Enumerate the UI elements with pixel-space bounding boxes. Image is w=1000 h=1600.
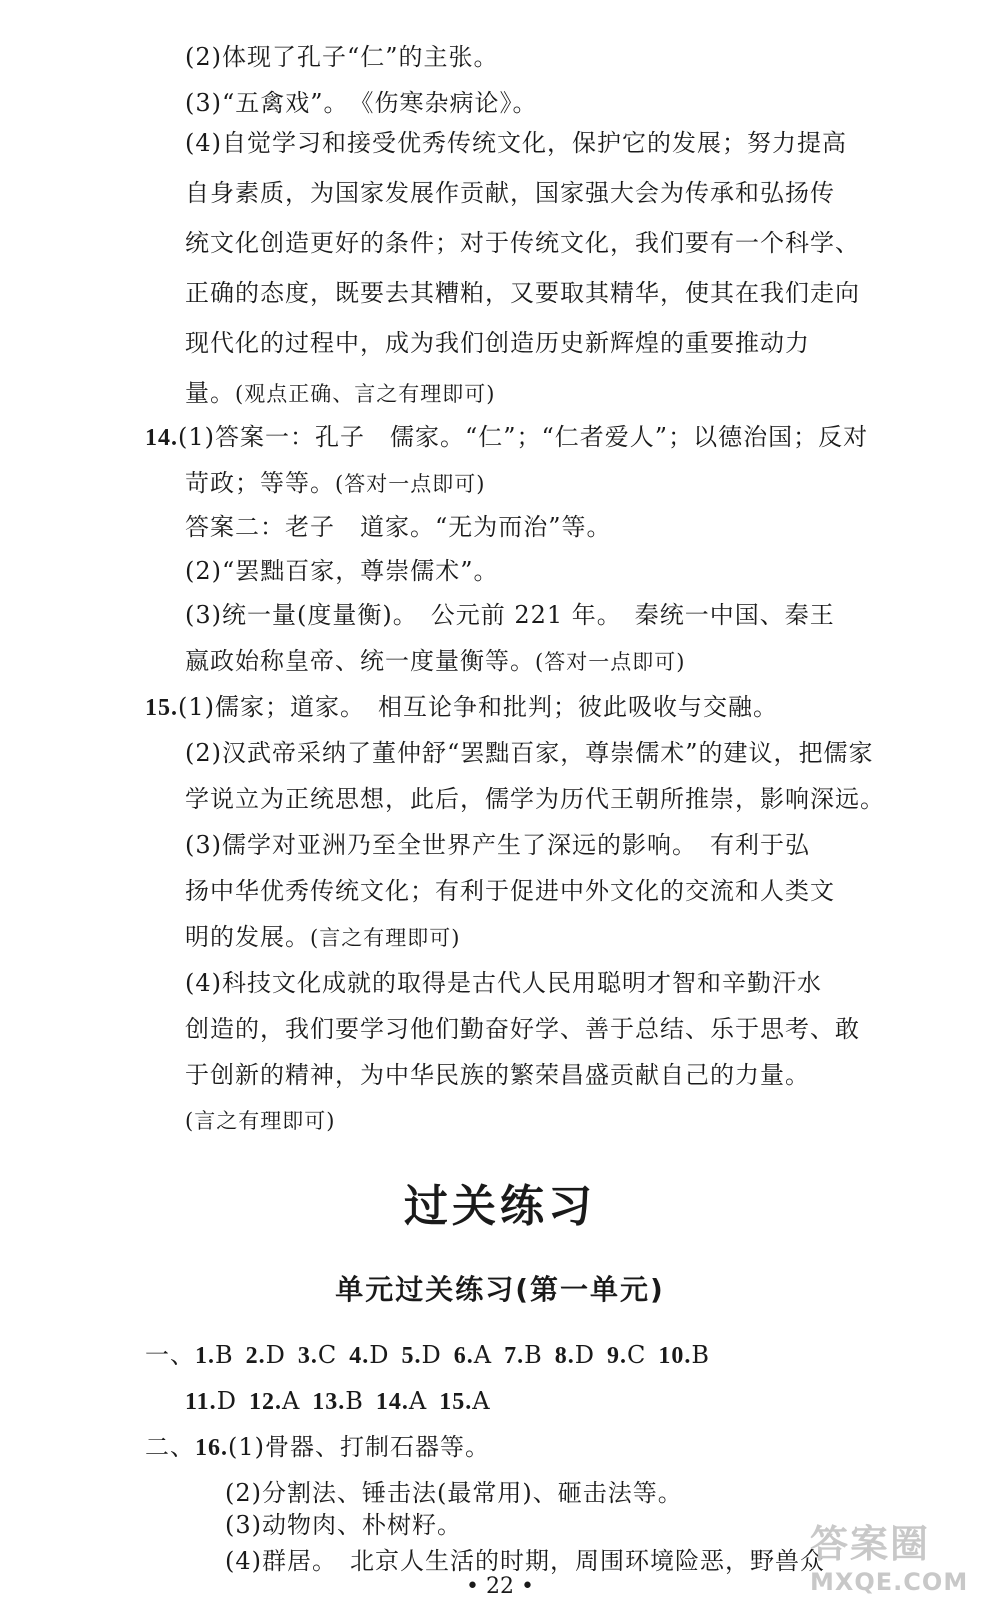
q15-line7: (4)科技文化成就的取得是古代人民用聪明才智和辛勤汗水 xyxy=(185,969,822,997)
part1-label: 一、 xyxy=(145,1341,195,1369)
mc-answer-number: 13. xyxy=(312,1389,346,1415)
mc-answer-number: 15. xyxy=(439,1389,473,1415)
watermark-bottom: MXQE.COM xyxy=(810,1568,969,1596)
part2-line4: (4)群居。 北京人生活的时期，周围环境险恶，野兽众 xyxy=(225,1547,825,1575)
q14-number: 14. xyxy=(145,425,178,451)
mc-answer-letter: D xyxy=(574,1341,595,1369)
q13-part4-line5: 现代化的过程中，成为我们创造历史新辉煌的重要推动力 xyxy=(185,329,810,357)
mc-answer-letter: A xyxy=(408,1387,428,1415)
q15-line6 xyxy=(185,922,820,953)
q15-line1-text: (1)儒家；道家。 相互论争和批判；彼此吸收与交融。 xyxy=(178,693,778,721)
mc-answer xyxy=(249,1386,300,1417)
q15-line1 xyxy=(145,692,820,723)
q14-line1-text: (1)答案一：孔子 儒家。“仁”；“仁者爱人”；以德治国；反对 xyxy=(178,423,869,451)
mc-answer-letter: D xyxy=(216,1387,237,1415)
mc-answer xyxy=(504,1340,543,1371)
part1-answers-row2 xyxy=(185,1387,503,1415)
q15-line4: (3)儒学对亚洲乃至全世界产生了深远的影响。 有利于弘 xyxy=(185,831,810,859)
q15-line8: 创造的，我们要学习他们勤奋好学、善于总结、乐于思考、敢 xyxy=(185,1015,860,1043)
q14-line1 xyxy=(145,422,869,453)
q14-line6-text: 嬴政始称皇帝、统一度量衡等。 xyxy=(185,647,535,675)
mc-answer xyxy=(439,1386,490,1417)
mc-answer xyxy=(658,1340,710,1371)
q13-part4-note: (观点正确、言之有理即可) xyxy=(235,382,496,406)
mc-answer-letter: D xyxy=(421,1341,442,1369)
q14-line3: 答案二：老子 道家。“无为而治”等。 xyxy=(185,513,612,541)
q14-line2-text: 苛政；等等。 xyxy=(185,469,335,497)
mc-answer xyxy=(402,1340,442,1371)
q15-line6-note: (言之有理即可) xyxy=(310,926,461,950)
part2-line3: (3)动物肉、朴树籽。 xyxy=(225,1511,462,1539)
q13-part4-line1: (4)自觉学习和接受优秀传统文化，保护它的发展；努力提高 xyxy=(185,129,847,157)
mc-answer-number: 9. xyxy=(607,1343,627,1369)
q14-line2 xyxy=(185,468,820,499)
part1-answers-row1 xyxy=(195,1341,722,1369)
watermark-logo xyxy=(810,1513,980,1596)
q13-part4-line6 xyxy=(185,378,820,409)
mc-answer-number: 4. xyxy=(349,1343,370,1369)
q13-part4-line6-text: 量。 xyxy=(185,379,235,407)
mc-answer xyxy=(298,1340,337,1371)
mc-answer xyxy=(185,1386,237,1417)
mc-answer xyxy=(555,1340,595,1371)
mc-answer-letter: B xyxy=(691,1341,711,1369)
mc-answer xyxy=(607,1340,646,1371)
mc-answer xyxy=(195,1340,234,1371)
mc-answer-number: 3. xyxy=(297,1343,318,1369)
watermark-top: 答案圈 xyxy=(810,1522,931,1566)
q15-line6-text: 明的发展。 xyxy=(185,923,310,951)
q14-line4: (2)“罢黜百家，尊崇儒术”。 xyxy=(185,557,499,585)
q13-part3: (3)“五禽戏”。 《伤寒杂病论》。 xyxy=(185,89,538,117)
mc-answer-letter: A xyxy=(281,1387,301,1415)
part2-line1 xyxy=(145,1432,820,1463)
part2-line2: (2)分割法、锤击法(最常用)、砸击法等。 xyxy=(225,1479,683,1507)
mc-answer-letter: D xyxy=(265,1341,286,1369)
part2-q16-number: 16. xyxy=(195,1435,228,1461)
mc-answer-number: 2. xyxy=(245,1343,266,1369)
mc-answer-letter: A xyxy=(473,1341,493,1369)
mc-answer-number: 8. xyxy=(554,1343,575,1369)
mc-answer-number: 10. xyxy=(658,1343,692,1369)
q13-part4-line2: 自身素质，为国家发展作贡献，国家强大会为传承和弘扬传 xyxy=(185,179,835,207)
section-title: 过关练习 xyxy=(404,1181,596,1232)
mc-answer xyxy=(454,1340,492,1371)
q13-part2: (2)体现了孔子“仁”的主张。 xyxy=(185,43,499,71)
q13-part4-line3: 统文化创造更好的条件；对于传统文化，我们要有一个科学、 xyxy=(185,229,860,257)
q14-line6 xyxy=(185,646,820,677)
q15-line9: 于创新的精神，为中华民族的繁荣昌盛贡献自己的力量。 xyxy=(185,1061,810,1089)
mc-answer-number: 7. xyxy=(504,1343,525,1369)
page-number: • 22 • xyxy=(466,1574,534,1599)
mc-answer xyxy=(246,1340,286,1371)
mc-answer-letter: D xyxy=(369,1341,390,1369)
part1-row1 xyxy=(145,1340,820,1371)
mc-answer xyxy=(312,1386,364,1417)
mc-answer-letter: B xyxy=(345,1387,364,1415)
mc-answer-letter: C xyxy=(627,1341,647,1369)
q15-number: 15. xyxy=(145,695,178,721)
q14-line2-note: (答对一点即可) xyxy=(335,472,486,496)
mc-answer-number: 12. xyxy=(248,1389,282,1415)
part2-line1-text: (1)骨器、打制石器等。 xyxy=(228,1433,490,1461)
q15-line5: 扬中华优秀传统文化；有利于促进中外文化的交流和人类文 xyxy=(185,877,835,905)
mc-answer-letter: B xyxy=(215,1341,234,1369)
q15-line2: (2)汉武帝采纳了董仲舒“罢黜百家，尊崇儒术”的建议，把儒家 xyxy=(185,739,874,767)
part2-label: 二、 xyxy=(145,1433,195,1461)
mc-answer-number: 14. xyxy=(375,1389,409,1415)
mc-answer-number: 5. xyxy=(401,1343,422,1369)
mc-answer xyxy=(349,1340,389,1371)
unit-title: 单元过关练习(第一单元) xyxy=(335,1273,665,1306)
q14-line5: (3)统一量(度量衡)。 公元前 221 年。 秦统一中国、秦王 xyxy=(185,601,835,629)
q15-line10-note: (言之有理即可) xyxy=(185,1109,336,1133)
q14-line6-note: (答对一点即可) xyxy=(535,650,686,674)
mc-answer-number: 11. xyxy=(185,1389,217,1415)
mc-answer-letter: B xyxy=(524,1341,543,1369)
mc-answer-number: 6. xyxy=(453,1343,474,1369)
mc-answer xyxy=(376,1386,427,1417)
mc-answer-letter: C xyxy=(317,1341,338,1369)
part1-row2 xyxy=(185,1386,820,1417)
q15-line3: 学说立为正统思想，此后，儒学为历代王朝所推崇，影响深远。 xyxy=(185,785,885,813)
q13-part4-line4: 正确的态度，既要去其糟粕，又要取其精华，使其在我们走向 xyxy=(185,279,860,307)
mc-answer-number: 1. xyxy=(195,1343,215,1369)
mc-answer-letter: A xyxy=(472,1387,491,1415)
